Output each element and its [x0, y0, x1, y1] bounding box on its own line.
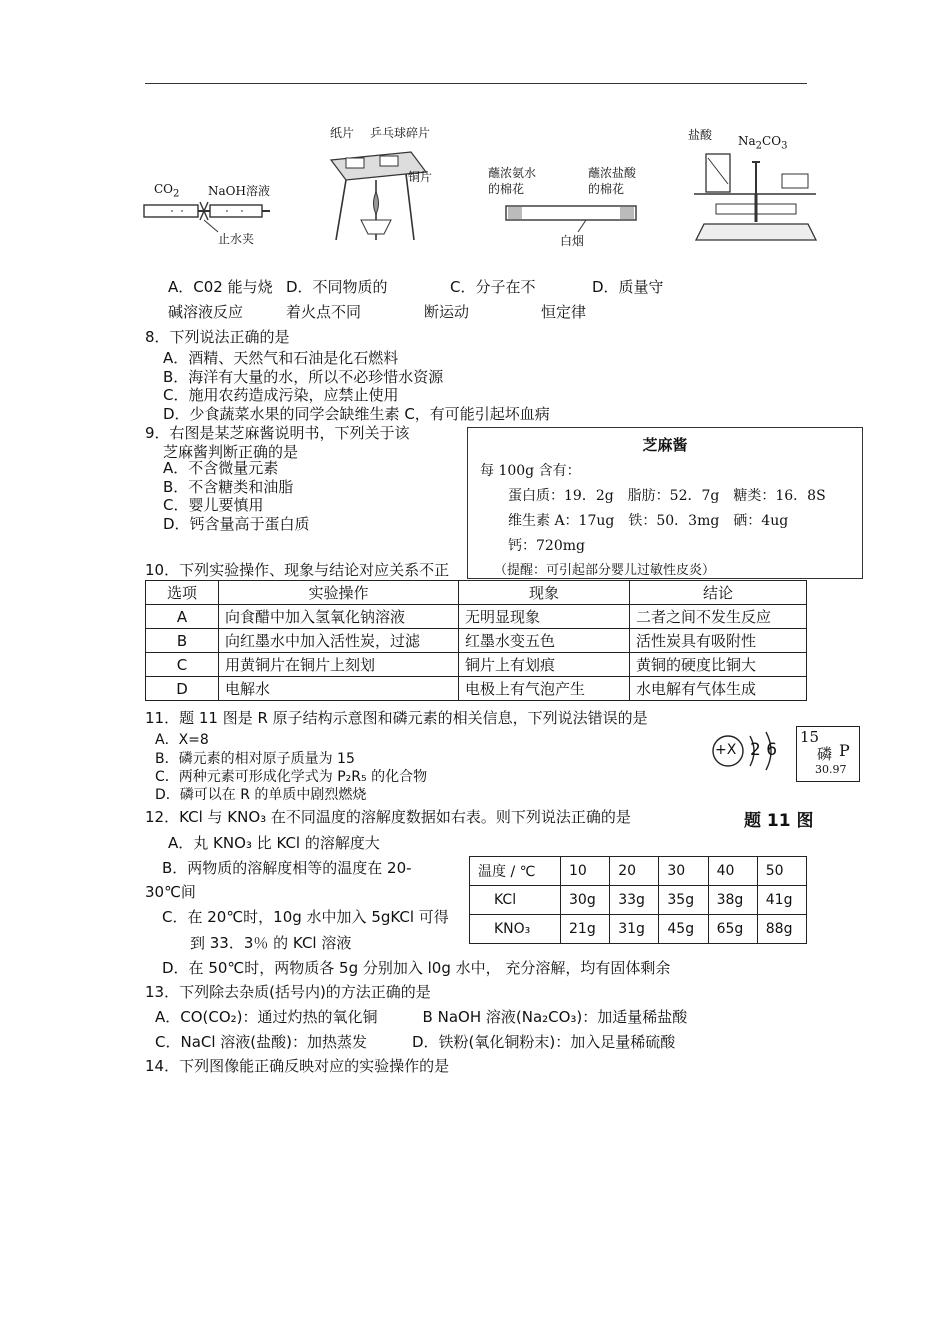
table-header-cell: 40	[708, 857, 757, 886]
figure-co2-naoh-syringe	[142, 172, 272, 252]
q9-option-a: A．不含微量元素	[163, 459, 279, 477]
figure-molecule-motion	[486, 160, 646, 250]
table-cell: 45g	[659, 915, 708, 944]
table-cell: 活性炭具有吸附性	[630, 629, 807, 653]
table-header-row	[146, 581, 807, 605]
atom-shells-label: 2 6	[750, 740, 778, 760]
q12-option-b-line1: B．两物质的溶解度相等的温度在 20-	[162, 859, 412, 877]
table-cell: 41g	[757, 886, 806, 915]
table-cell: 黄铜的硬度比铜大	[630, 653, 807, 677]
table-cell: 30g	[561, 886, 610, 915]
table-cell: 二者之间不发生反应	[630, 605, 807, 629]
label-box-title: 芝麻酱	[642, 436, 688, 454]
table-cell: 31g	[610, 915, 659, 944]
q7-option-2-line2: 着火点不同	[286, 303, 362, 321]
table-cell: 向红墨水中加入活性炭，过滤	[219, 629, 459, 653]
q9-option-c: C．婴儿要慎用	[163, 496, 264, 514]
table-cell: 用黄铜片在铜片上刻划	[219, 653, 459, 677]
label-box-line1: 每 100g 含有：	[480, 463, 581, 479]
q12-option-a: A．丸 KNO₃ 比 KCl 的溶解度大	[168, 834, 380, 852]
figure-11-caption: 题 11 图	[744, 811, 814, 831]
table-header-cell: 结论	[630, 581, 807, 605]
table-cell: B	[146, 629, 219, 653]
table-cell: KNO₃	[470, 915, 561, 944]
atom-nucleus-label: +X	[715, 742, 737, 758]
atom-structure-diagram	[708, 726, 788, 776]
table-row	[470, 915, 807, 944]
table-cell: 35g	[659, 886, 708, 915]
table-cell: 铜片上有划痕	[459, 653, 630, 677]
q11-option-a: A．X=8	[155, 732, 209, 748]
label-co2: $CO_2$	[154, 182, 180, 200]
solubility-table	[469, 856, 807, 944]
q12-option-c-line2: 到 33．3％ 的 KCl 溶液	[190, 934, 352, 952]
q7-option-1-line2: 碱溶液反应	[168, 303, 244, 321]
table-header-cell: 20	[610, 857, 659, 886]
label-hcl: 蘸浓盐酸	[588, 166, 637, 180]
sesame-paste-label-box	[467, 427, 863, 579]
q9-option-d: D．钙含量高于蛋白质	[163, 515, 310, 533]
element-number: 15	[800, 728, 820, 746]
q12-option-c-line1: C．在 20℃时，10g 水中加入 5gKCl 可得	[162, 908, 449, 926]
table-header-cell: 实验操作	[219, 581, 459, 605]
table-cell: D	[146, 677, 219, 701]
figure-ignition-point	[316, 122, 436, 247]
q14-stem: 14．下列图像能正确反映对应的实验操作的是	[145, 1057, 450, 1075]
table-cell: 红墨水变五色	[459, 629, 630, 653]
table-cell: 无明显现象	[459, 605, 630, 629]
table-cell: 21g	[561, 915, 610, 944]
table-row	[146, 629, 807, 653]
q10-table	[145, 580, 807, 701]
phosphorus-element-card	[796, 726, 860, 782]
table-header-cell: 现象	[459, 581, 630, 605]
table-cell: 电解水	[219, 677, 459, 701]
table-row	[146, 605, 807, 629]
table-cell: A	[146, 605, 219, 629]
q7-option-2-line1: D．不同物质的	[286, 278, 388, 296]
q8-option-a: A．酒精、天然气和石油是化石燃料	[163, 349, 399, 367]
label-smoke: 白烟	[560, 234, 585, 248]
table-row	[146, 653, 807, 677]
table-cell: 38g	[708, 886, 757, 915]
table-header-cell: 选项	[146, 581, 219, 605]
table-cell: 65g	[708, 915, 757, 944]
q12-stem: 12．KCl 与 KNO₃ 在不同温度的溶解度数据如右表。则下列说法正确的是	[145, 808, 631, 826]
label-naoh: NaOH溶液	[208, 184, 270, 198]
table-header-cell: 50	[757, 857, 806, 886]
label-pingpong: 乒乓球碎片	[370, 126, 431, 140]
label-ammonia-cotton: 的棉花	[488, 182, 525, 196]
table-cell: 88g	[757, 915, 806, 944]
q8-option-b: B．海洋有大量的水，所以不必珍惜水资源	[163, 368, 444, 386]
q8-stem: 8．下列说法正确的是	[145, 328, 290, 346]
q7-option-4-line2: 恒定律	[541, 303, 587, 321]
q11-option-c: C．两种元素可形成化学式为 P₂R₅ 的化合物	[155, 769, 428, 785]
q13-stem: 13．下列除去杂质(括号内)的方法正确的是	[145, 983, 431, 1001]
label-box-line4: 钙：720mg	[508, 538, 585, 554]
q11-stem: 11．题 11 图是 R 原子结构示意图和磷元素的相关信息，下列说法错误的是	[145, 709, 648, 727]
q13-row2: C．NaCl 溶液(盐酸)：加热蒸发 D．铁粉(氧化铜粉末)：加入足量稀硫酸	[155, 1033, 676, 1051]
label-ammonia: 蘸浓氨水	[488, 166, 537, 180]
table-header-cell: 30	[659, 857, 708, 886]
table-header-row	[470, 857, 807, 886]
table-cell: 电极上有气泡产生	[459, 677, 630, 701]
q7-option-4-line1: D．质量守	[592, 278, 664, 296]
table-cell: KCl	[470, 886, 561, 915]
label-na2co3: $Na_2CO_3$	[738, 134, 788, 152]
label-box-line2: 蛋白质：19．2g 脂肪：52．7g 糖类：16．8S	[508, 488, 826, 504]
q12-option-b-line2: 30℃间	[145, 883, 196, 901]
label-copper: 铜片	[408, 170, 433, 184]
label-hcl-cotton: 的棉花	[588, 182, 625, 196]
q9-stem-line2: 芝麻酱判断正确的是	[163, 443, 299, 461]
table-cell: 33g	[610, 886, 659, 915]
label-box-line5: （提醒：可引起部分婴儿过敏性皮炎）	[494, 563, 716, 578]
q10-stem: 10．下列实验操作、现象与结论对应关系不正	[145, 561, 450, 579]
q11-option-b: B．磷元素的相对原子质量为 15	[155, 751, 355, 767]
table-row	[146, 677, 807, 701]
table-cell: 水电解有气体生成	[630, 677, 807, 701]
q7-option-3-line2: 断运动	[424, 303, 470, 321]
label-box-line3: 维生素 A：17ug 铁：50．3mg 硒：4ug	[508, 513, 789, 529]
q12-option-d: D．在 50℃时，两物质各 5g 分别加入 l0g 水中， 充分溶解，均有固体剩余	[162, 959, 671, 977]
label-paper: 纸片	[330, 126, 355, 140]
element-symbol: P	[839, 741, 850, 760]
table-header-cell: 10	[561, 857, 610, 886]
table-cell: C	[146, 653, 219, 677]
element-name: 磷	[817, 745, 833, 763]
label-clamp: 止水夹	[218, 232, 255, 246]
q7-option-1-line1: A．C02 能与烧	[168, 278, 273, 296]
element-mass: 30.97	[815, 763, 847, 776]
q13-row1: A．CO(CO₂)：通过灼热的氧化铜 B NaOH 溶液(Na₂CO₃)：加适量稀盐酸	[155, 1008, 688, 1026]
q8-option-c: C．施用农药造成污染，应禁止使用	[163, 386, 399, 404]
q11-option-d: D．磷可以在 R 的单质中剧烈燃烧	[155, 787, 367, 803]
label-acid: 盐酸	[688, 128, 713, 142]
q7-option-3-line1: C．分子在不	[450, 278, 536, 296]
table-header-cell: 温度 / ℃	[470, 857, 561, 886]
table-cell: 向食醋中加入氢氧化钠溶液	[219, 605, 459, 629]
header-rule	[145, 83, 807, 84]
figure-mass-conservation-balance	[686, 122, 831, 247]
q8-option-d: D．少食蔬菜水果的同学会缺维生素 C，有可能引起坏血病	[163, 405, 550, 423]
q9-option-b: B．不含糖类和油脂	[163, 478, 294, 496]
q9-stem-line1: 9．右图是某芝麻酱说明书，下列关于该	[145, 424, 410, 442]
table-row	[470, 886, 807, 915]
